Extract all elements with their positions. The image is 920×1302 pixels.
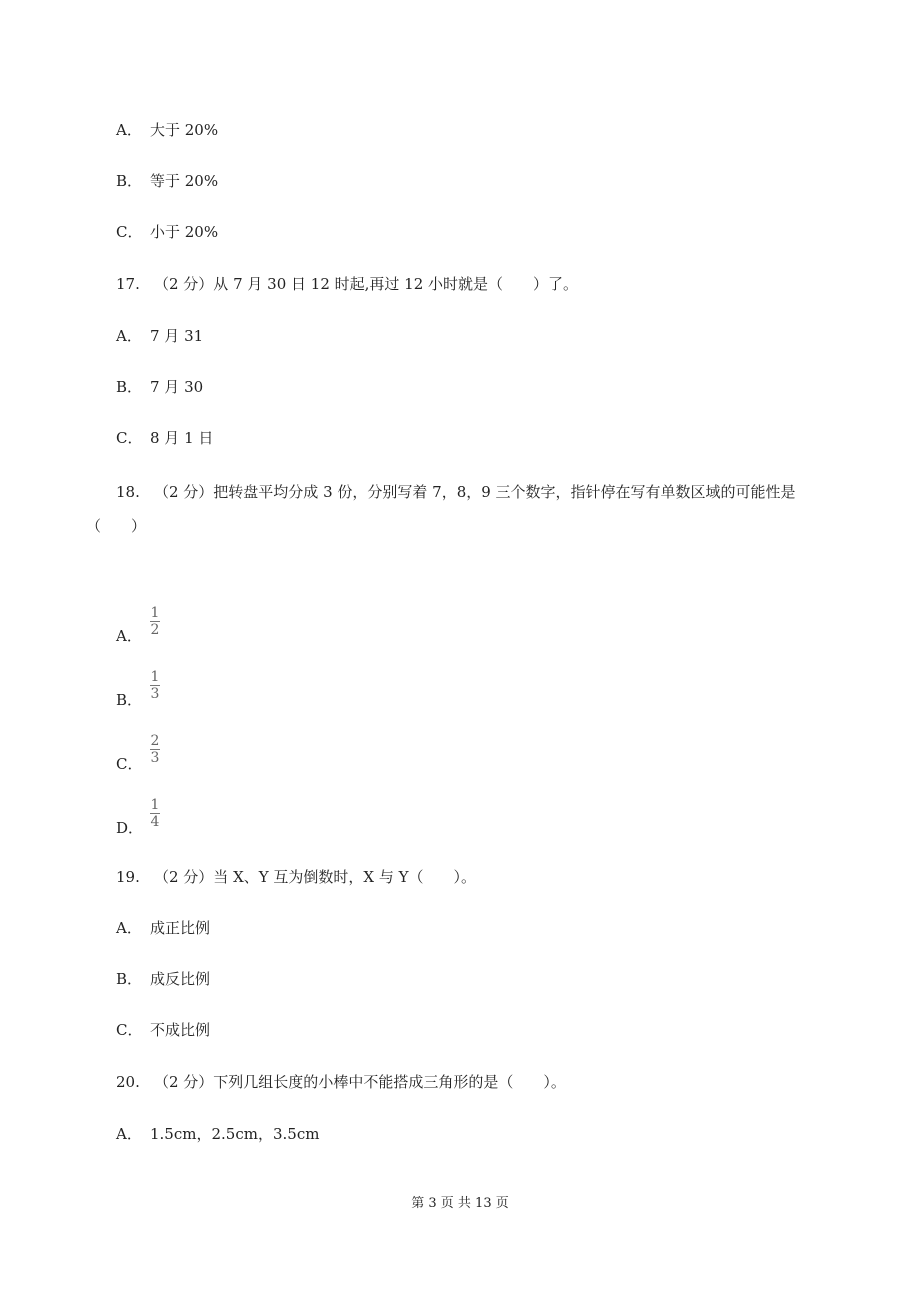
option-letter: C．: [116, 755, 143, 773]
fraction: [148, 606, 162, 637]
q20-stem: [116, 1072, 566, 1092]
option-text: 7 月 30: [150, 378, 204, 396]
question-text: （2 分）从 7 月 30 日 12 时起,再过 12 小时就是（ ）了。: [154, 275, 579, 293]
fraction-denominator: 3: [150, 686, 160, 702]
question-text: （2 分）下列几组长度的小棒中不能搭成三角形的是（ ）。: [154, 1073, 566, 1091]
option-letter: B．: [116, 691, 143, 709]
q19-option-b: [116, 969, 210, 989]
option-letter: C．: [116, 1021, 143, 1039]
question-blank: （ ）: [86, 517, 147, 535]
page-footer: 第 3 页 共 13 页: [411, 1196, 509, 1211]
fraction-denominator: 4: [150, 814, 160, 830]
fraction-denominator: 2: [150, 622, 160, 638]
fraction-numerator: 1: [150, 669, 160, 685]
option-letter: B．: [116, 172, 143, 190]
q19-option-c: [116, 1020, 210, 1040]
q18-stem-continued: [86, 516, 146, 536]
option-letter: B．: [116, 970, 143, 988]
q17-stem: [116, 274, 578, 294]
q17-option-c: [116, 428, 213, 448]
q20-option-a: [116, 1124, 319, 1144]
option-letter: D．: [116, 819, 144, 837]
option-text: 不成比例: [150, 1021, 211, 1039]
fraction: [148, 734, 162, 765]
question-number: 19.: [116, 868, 140, 886]
question-number: 20.: [116, 1073, 140, 1091]
q16-option-c: [116, 222, 218, 242]
fraction-numerator: 1: [150, 797, 160, 813]
option-text: 小于 20%: [150, 223, 219, 241]
question-text: （2 分）当 X、Y 互为倒数时，X 与 Y（ ）。: [154, 868, 477, 886]
q17-option-b: [116, 377, 203, 397]
option-letter: A．: [116, 121, 142, 139]
fraction-numerator: 1: [150, 605, 160, 621]
q16-option-a: [116, 120, 218, 140]
option-text: 成反比例: [150, 970, 211, 988]
question-number: 17.: [116, 275, 140, 293]
q18-stem: [116, 482, 796, 502]
fraction: [148, 670, 162, 701]
option-text: 成正比例: [150, 919, 211, 937]
option-text: 等于 20%: [150, 172, 219, 190]
option-letter: A．: [116, 1125, 142, 1143]
fraction-numerator: 2: [150, 733, 160, 749]
option-letter: C．: [116, 429, 143, 447]
q19-option-a: [116, 918, 210, 938]
question-text: （2 分）把转盘平均分成 3 份，分别写着 7，8，9 三个数字，指针停在写有单数区域的可能性是: [154, 483, 796, 501]
question-number: 18.: [116, 483, 140, 501]
option-letter: A．: [116, 627, 142, 645]
option-text: 大于 20%: [150, 121, 219, 139]
option-text: 1.5cm，2.5cm，3.5cm: [150, 1125, 320, 1143]
fraction: [148, 798, 162, 829]
option-text: 7 月 31: [150, 327, 204, 345]
option-letter: A．: [116, 327, 142, 345]
option-letter: C．: [116, 223, 143, 241]
option-letter: B．: [116, 378, 143, 396]
q19-stem: [116, 867, 476, 887]
q17-option-a: [116, 326, 203, 346]
q16-option-b: [116, 171, 218, 191]
option-letter: A．: [116, 919, 142, 937]
option-text: 8 月 1 日: [150, 429, 214, 447]
fraction-denominator: 3: [150, 750, 160, 766]
